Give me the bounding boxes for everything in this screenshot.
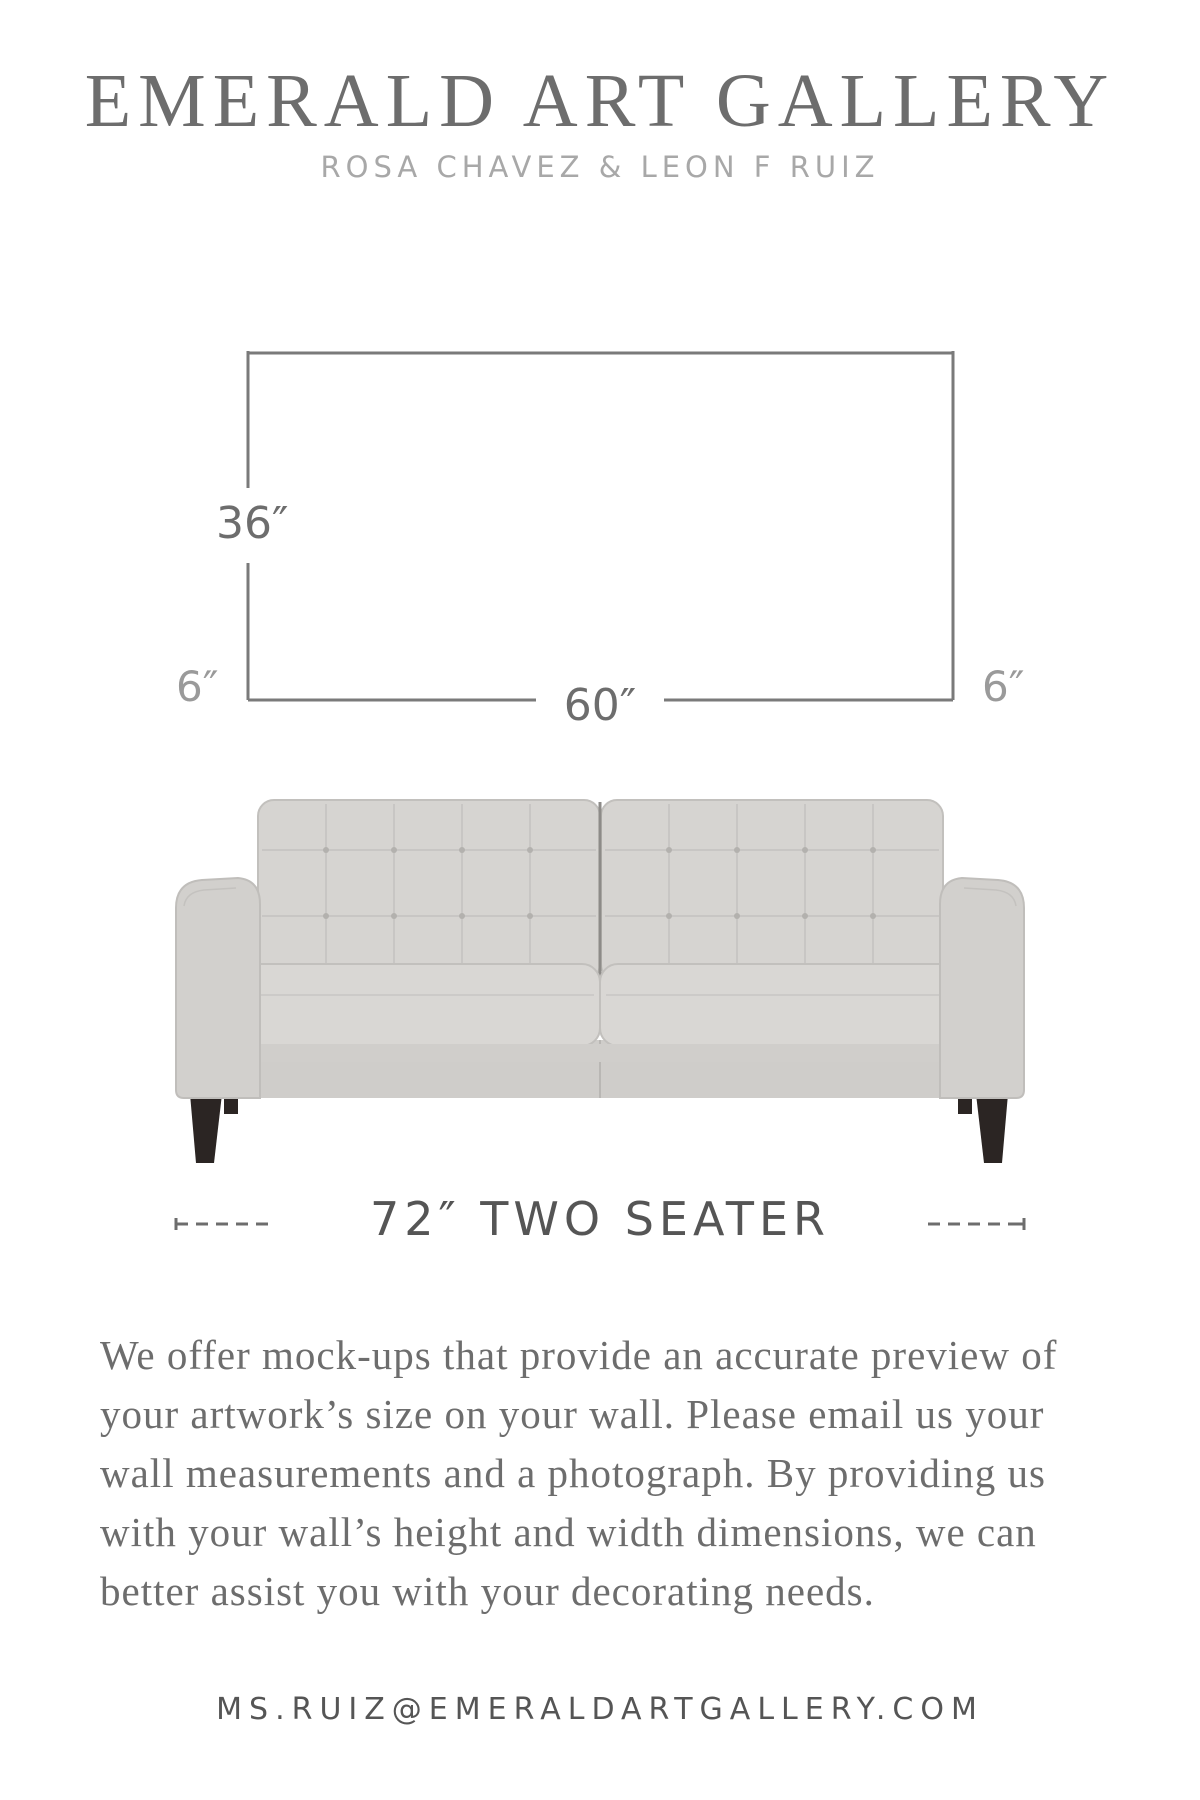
back-cushion-right xyxy=(601,800,943,980)
right-margin-label: 6″ xyxy=(982,662,1025,711)
sofa-leg-right xyxy=(976,1094,1008,1163)
contact-email[interactable]: MS.RUIZ@EMERALDARTGALLERY.COM xyxy=(216,1692,984,1727)
description-paragraph: We offer mock-ups that provide an accurate preview of your artwork’s size on your wall. Please email us your wall measurements and a photograph. By providing us with your wall’s height and width dimensions, we can better assist you with your decorating needs. xyxy=(100,1332,1058,1614)
gallery-title: EMERALD ART GALLERY xyxy=(84,59,1116,143)
sofa-size-label: 72″ TWO SEATER xyxy=(369,1192,831,1246)
sofa-width-indicator-right xyxy=(928,1218,1024,1230)
artwork-outline xyxy=(248,351,953,700)
sofa-arm-right xyxy=(940,878,1024,1098)
seat-cushion-right xyxy=(600,964,966,1046)
sofa-illustration xyxy=(176,800,1024,1163)
back-cushion-left xyxy=(258,800,600,980)
artwork-height-label: 36″ xyxy=(216,498,289,549)
left-margin-label: 6″ xyxy=(176,662,219,711)
sofa-leg-left xyxy=(190,1094,222,1163)
seat-cushion-left xyxy=(234,964,600,1046)
artwork-width-label: 60″ xyxy=(563,680,637,731)
sofa-width-indicator-left xyxy=(176,1218,268,1230)
artists-subtitle: ROSA CHAVEZ & LEON F RUIZ xyxy=(320,150,880,184)
sofa-arm-left xyxy=(176,878,260,1098)
